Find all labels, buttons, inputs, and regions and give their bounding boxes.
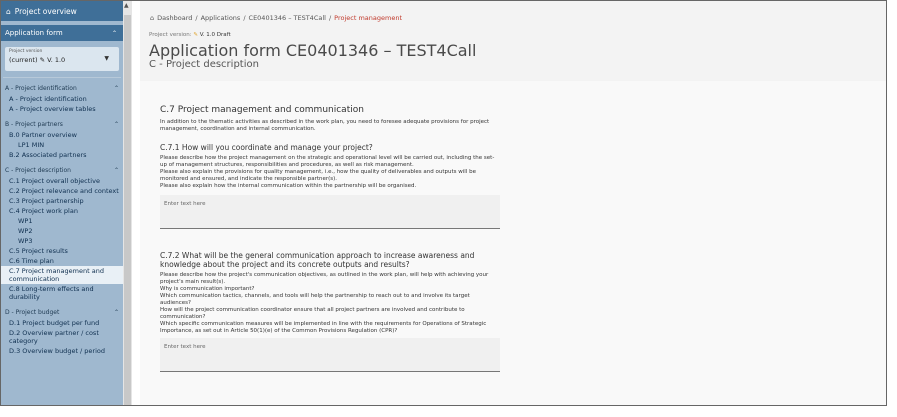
- application-form-section[interactable]: Application form ⌃: [1, 25, 123, 41]
- chevron-up-icon: ⌃: [113, 166, 119, 174]
- sidebar-item-c1[interactable]: C.1 Project overall objective: [9, 177, 100, 185]
- scrollbar-thumb[interactable]: [124, 15, 131, 405]
- chevron-up-icon: ⌃: [113, 84, 119, 92]
- question-2-help-5: Which specific communication measures will be implemented in line with the requirements for Operations of Strategic Importance, as set out in Article 50(1)(e) of the Common Provisions Regulation (CPR)?: [160, 321, 487, 334]
- section-card: [152, 93, 512, 406]
- sidebar-item-b0[interactable]: B.0 Partner overview: [9, 131, 77, 139]
- sidebar-item-d2[interactable]: D.2 Overview partner / cost category: [9, 329, 99, 345]
- question-1-textarea[interactable]: Enter text here: [160, 195, 500, 229]
- sidebar-item-b2[interactable]: B.2 Associated partners: [9, 151, 87, 159]
- chevron-up-icon: ⌃: [113, 120, 119, 128]
- project-overview-link[interactable]: ⌂ Project overview: [1, 1, 123, 21]
- version-select[interactable]: Project version (current) ✎ V. 1.0 ▼: [5, 47, 119, 71]
- sidebar: [1, 1, 123, 405]
- sidebar-item-c4[interactable]: C.4 Project work plan: [9, 207, 78, 215]
- page-header: [140, 1, 886, 81]
- sidebar-item-c8[interactable]: C.8 Long-term effects and durability: [9, 285, 94, 301]
- sidebar-item-c3[interactable]: C.3 Project partnership: [9, 197, 84, 205]
- sidebar-item-d1[interactable]: D.1 Project budget per fund: [9, 319, 100, 327]
- sidebar-item-lp1[interactable]: LP1 MIN: [18, 141, 45, 149]
- sidebar-scrollbar[interactable]: [123, 1, 132, 405]
- chevron-up-icon: ⌃: [113, 308, 119, 316]
- question-1-help-1: Please describe how the project management on the strategic and operational level will be carried out, including the set-up of management structures, responsibilities and procedures, as well as risk management.: [160, 155, 495, 168]
- breadcrumb-applications[interactable]: Applications: [200, 14, 241, 22]
- page-subtitle: C - Project description: [149, 59, 259, 70]
- breadcrumb-current: Project management: [334, 14, 403, 22]
- home-icon[interactable]: ⌂: [150, 14, 155, 22]
- question-1-help-3: Please also explain how the internal communication within the partnership will be organised.: [160, 183, 417, 189]
- page-title: Application form CE0401346 – TEST4Call: [149, 41, 477, 60]
- question-1-help-2: Please also explain the provisions for quality management, i.e., how the quality of deliverables and outputs will be monitored and ensured, and indicate the responsible partner(s).: [160, 169, 476, 182]
- sidebar-item-d3[interactable]: D.3 Overview budget / period: [9, 347, 106, 355]
- sidebar-item-a-overview-tables[interactable]: A - Project overview tables: [9, 105, 96, 113]
- sidebar-item-wp1[interactable]: WP1: [18, 217, 33, 225]
- sidebar-group-d[interactable]: D - Project budget ⌃: [5, 308, 119, 316]
- main-content: [132, 1, 886, 405]
- content-area: [140, 81, 886, 405]
- section-intro: In addition to the thematic activities as described in the work plan, you need to foresee adequate provisions for project management, coordination and internal communication.: [160, 119, 490, 132]
- question-2-help-3: Which communication tactics, channels, and tools will help the partnership to reach out to and involve its target audiences?: [160, 293, 470, 306]
- sidebar-group-b[interactable]: B - Project partners ⌃: [5, 120, 119, 128]
- breadcrumb: ⌂ Dashboard / Applications / CE0401346 – TEST4Call / Project management: [150, 14, 403, 22]
- breadcrumb-call[interactable]: CE0401346 – TEST4Call: [248, 14, 326, 22]
- section-heading: C.7 Project management and communication: [160, 105, 364, 115]
- sidebar-item-a-identification[interactable]: A - Project identification: [9, 95, 87, 103]
- sidebar-item-c2[interactable]: C.2 Project relevance and context: [9, 187, 119, 195]
- sidebar-item-wp2[interactable]: WP2: [18, 227, 33, 235]
- sidebar-group-a[interactable]: A - Project identification ⌃: [5, 84, 119, 92]
- sidebar-item-wp3[interactable]: WP3: [18, 237, 33, 245]
- question-2-help-4: How will the project communication coordinator ensure that all project partners are involved and contribute to communication?: [160, 307, 465, 320]
- caret-down-icon: ▼: [104, 55, 109, 62]
- scroll-up-icon[interactable]: ▲: [124, 2, 129, 9]
- chevron-up-icon: ⌃: [111, 29, 117, 37]
- question-2-help-2: Why is communication important?: [160, 286, 255, 292]
- question-1-title: C.7.1 How will you coordinate and manage your project?: [160, 143, 373, 152]
- project-version: Project version: ✎ V. 1.0 Draft: [149, 32, 231, 38]
- sidebar-item-c6[interactable]: C.6 Time plan: [9, 257, 54, 265]
- question-2-title: C.7.2 What will be the general communication approach to increase awareness and knowledge about the project and its concrete outputs and results?: [160, 251, 475, 269]
- sidebar-item-c7[interactable]: C.7 Project management and communication: [1, 266, 123, 284]
- question-2-help-1: Please describe how the project's communication objectives, as outlined in the work plan, will help with achieving your project's main result(s).: [160, 272, 489, 285]
- pencil-icon: ✎: [193, 32, 198, 38]
- sidebar-group-c[interactable]: C - Project description ⌃: [5, 166, 119, 174]
- sidebar-item-c5[interactable]: C.5 Project results: [9, 247, 68, 255]
- home-icon: ⌂: [6, 6, 11, 16]
- breadcrumb-dashboard[interactable]: Dashboard: [157, 14, 193, 22]
- question-2-textarea[interactable]: Enter text here: [160, 338, 500, 372]
